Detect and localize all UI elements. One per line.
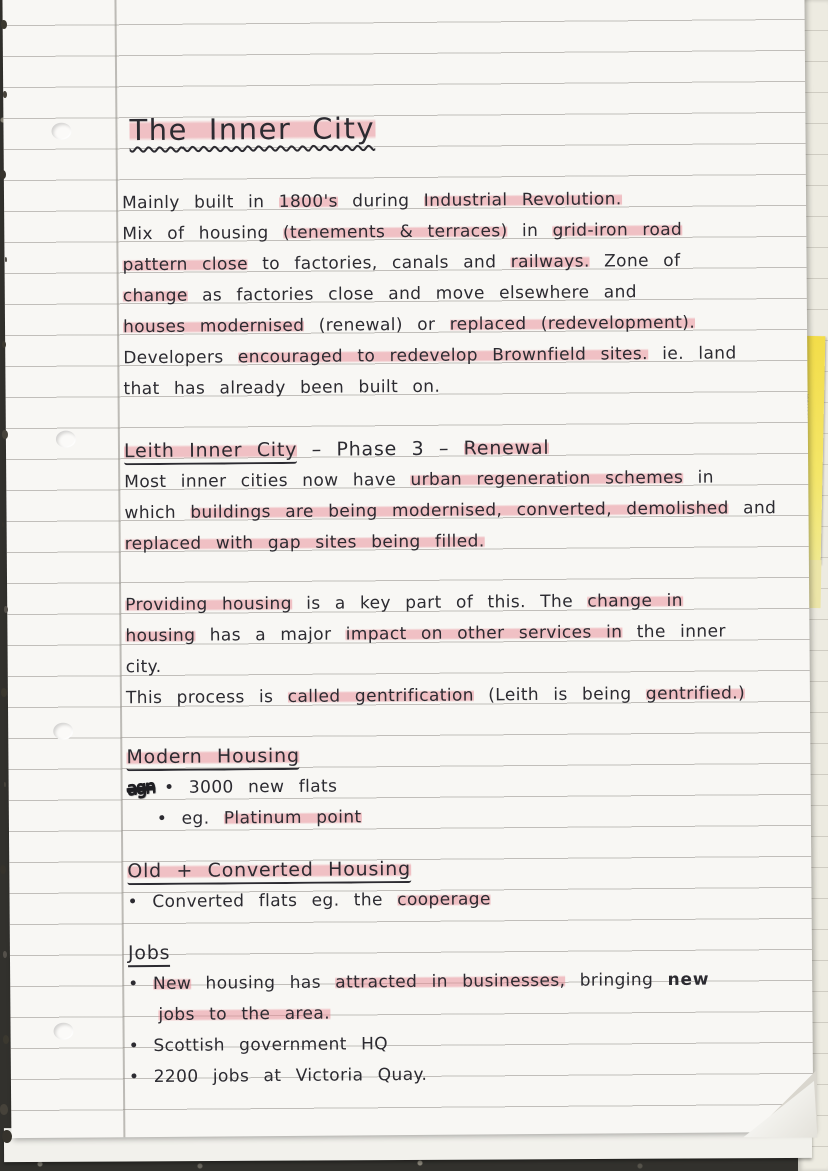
highlighted-text: (tenements & terraces) (282, 221, 508, 243)
highlighted-text: buildings are being modernised, converted, demolished (190, 498, 729, 523)
text-run: • (128, 974, 154, 995)
text-run: during (337, 190, 424, 212)
text-run: (Leith is being (473, 684, 646, 706)
text-run: • eg. (156, 808, 224, 829)
section-title (129, 105, 797, 152)
highlighted-text: gentrified.) (645, 683, 746, 705)
highlighted-text: encouraged to redevelop Brownfield sites. (237, 344, 648, 368)
note-line (127, 882, 803, 918)
highlighted-text: housing (125, 625, 196, 647)
text-run: – Phase 3 – (297, 437, 464, 461)
highlighted-text: Platinum point (223, 807, 362, 829)
text-run: has a major (195, 624, 346, 646)
text-run: Most inner cities now have (124, 469, 411, 493)
highlighted-text: Modern Housing (126, 745, 300, 771)
highlighted-text: change in (587, 590, 683, 612)
text-run: as factories close and move elsewhere and (187, 282, 638, 306)
highlighted-text: attracted in businesses, (335, 970, 566, 993)
jobs-section (128, 933, 805, 1093)
text-run: Zone of (589, 250, 681, 272)
note-line (123, 369, 799, 405)
text-run: in (683, 467, 714, 488)
text-run: new (667, 969, 710, 990)
highlighted-text: impact on other services in (345, 622, 623, 645)
text-run: to factories, canals and (247, 252, 511, 275)
intro-paragraph (122, 183, 800, 405)
note-line (158, 995, 804, 1031)
highlighted-text: 1800's (278, 191, 338, 212)
highlighted-text: cooperage (397, 889, 491, 911)
torn-edge-specks (1, 20, 7, 29)
note-line (129, 1057, 805, 1093)
text-run: which (124, 502, 191, 524)
highlighted-text: railways. (510, 251, 590, 273)
highlighted-text: jobs to the area. (158, 1003, 331, 1025)
text-run: Mix of housing (122, 222, 284, 245)
highlighted-text: pattern close (122, 254, 248, 276)
housing-paragraph (125, 585, 802, 714)
text-run: that has already been built on. (123, 376, 441, 400)
text-run: Jobs (128, 942, 171, 967)
text-run: This process is (125, 686, 288, 709)
text-run: (renewal) or (304, 314, 450, 336)
text-run: ie. land (647, 343, 737, 365)
sticky-note-writing: ﹏﹏ (804, 393, 819, 421)
highlighted-text: houses modernised (122, 315, 305, 338)
text-run: housing has (191, 972, 336, 994)
text-run: • Scottish government HQ (128, 1034, 389, 1057)
old-converted-housing-section (127, 851, 803, 918)
highlighted-text: New (152, 973, 192, 995)
leith-renewal-section (124, 431, 801, 560)
highlighted-text: grid-iron road (552, 219, 683, 241)
highlighted-text: Providing housing (125, 593, 292, 616)
text-run: • 2200 jobs at Victoria Quay. (128, 1064, 428, 1088)
text-run: • Converted flats eg. the (127, 890, 398, 913)
note-line (125, 524, 801, 560)
note-line (124, 493, 800, 529)
text-run: city. (125, 656, 162, 678)
text-run: • 3000 new flats (164, 776, 338, 798)
note-line (128, 964, 804, 1000)
modern-housing-section (126, 737, 803, 835)
highlighted-text: replaced (redevelopment). (449, 312, 696, 335)
highlighted-text: Leith Inner City (124, 439, 297, 465)
title-section (121, 105, 797, 152)
text-run: is a key part of this. The (291, 591, 588, 614)
text-run: and (728, 498, 777, 519)
highlighted-text: urban regeneration schemes (410, 467, 684, 490)
highlighted-text: replaced with gap sites being filled. (124, 531, 485, 555)
text-run: bringing (565, 969, 668, 991)
scribble-mark: agn (125, 775, 156, 801)
highlighted-text: Old + Converted Housing (127, 858, 411, 885)
highlighted-text: The Inner City (129, 111, 376, 148)
note-content (2, 0, 813, 1138)
note-line (157, 799, 803, 835)
highlighted-text: called gentrification (287, 685, 474, 707)
text-run: the inner (622, 621, 726, 643)
text-run: in (507, 220, 553, 242)
note-line (126, 678, 802, 714)
highlighted-text: change (122, 285, 188, 307)
highlighted-text: Industrial Revolution. (423, 189, 622, 211)
notebook-page (2, 0, 813, 1138)
note-line (125, 616, 801, 652)
text-run: Developers (123, 347, 238, 369)
text-run: Mainly built in (121, 192, 279, 214)
note-line (123, 338, 799, 374)
highlighted-text: Renewal (463, 436, 550, 460)
